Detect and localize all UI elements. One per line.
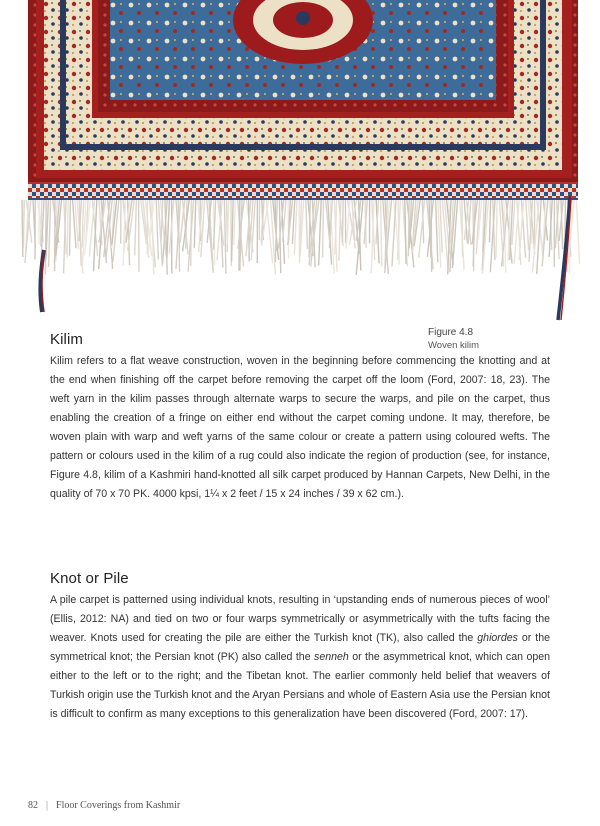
footer-separator: |: [46, 800, 49, 811]
body-text: Kilim refers to a flat weave construction, woven in the beginning before commencing the knotting and at the end when finishing off the carpet before removing the carpet off the loom (Ford, 2007: 18, 23). The weft yarn in the kilim passes through alternate warps to secure the warps, and pile on the carpet, thus enabling the creation of a fringe on either end without the carpet coming undone. It may, therefore, be woven plain with warp and weft yarns of the same colour or create a pattern using coloured wefts. The pattern or colours used in the kilim of a rug could also indicate the region of production (see, for instance, Figure 4.8, kilim of a Kashmiri hand-knotted all silk carpet produced by Hannan Carpets, New Delhi, in the quality of 70 x 70 PK. 4000 kpsi, 1¼ x 2 feet / 15 x 24 inches / 39 x 62 cm.).: [50, 355, 550, 500]
fringe-strand: [23, 200, 24, 249]
fringe-strand: [70, 200, 71, 256]
kilim-carpet-image: [0, 0, 600, 330]
section-kilim: [50, 331, 550, 504]
section-body: [50, 591, 550, 724]
fringe-strand: [45, 200, 46, 274]
body-text-italic: ghiordes: [477, 632, 518, 644]
body-text: A pile carpet is patterned using individual knots, resulting in ‘upstanding ends of numerous pieces of wool’ (Ellis, 2012: NA) and tied on two or four warps symmetrically or asymmetrically with the tufts facing the weaver. Knots used for creating the pile are either the Turkish knot (TK), also called the: [50, 594, 550, 644]
section-knot-or-pile: [50, 570, 550, 724]
body-text-italic: senneh: [314, 651, 349, 663]
page-number: 82: [28, 800, 38, 811]
fringe-strand: [342, 200, 343, 243]
section-heading: Kilim: [50, 331, 83, 348]
kilim-band: [28, 182, 578, 200]
fringe-strand: [39, 200, 40, 244]
fringe-strand: [323, 200, 324, 257]
section-heading: Knot or Pile: [50, 570, 129, 587]
body-text: or the symmetrical knot; the Persian knot (PK) also called the: [50, 632, 550, 663]
fringe-strand: [22, 200, 23, 257]
carpet-photo: [0, 0, 600, 330]
figure-caption-text: Woven kilim: [428, 340, 480, 351]
running-title: Floor Coverings from Kashmir: [56, 800, 181, 811]
fringe-strand: [67, 200, 68, 257]
page-footer: [28, 800, 180, 811]
figure-number: Figure 4.8: [428, 327, 474, 338]
body-text: or the asymmetrical knot, which can open either to the left or to the right; and the Tibetan knot. The earlier commonly held belief that weavers of Turkish origin use the Turkish knot and the Aryan Persians and whole of Eastern Asia use the Persian knot is difficult to confirm as many exceptions to this generalization have been discovered (Ford, 2007: 17).: [50, 651, 551, 720]
section-body: [50, 352, 550, 504]
